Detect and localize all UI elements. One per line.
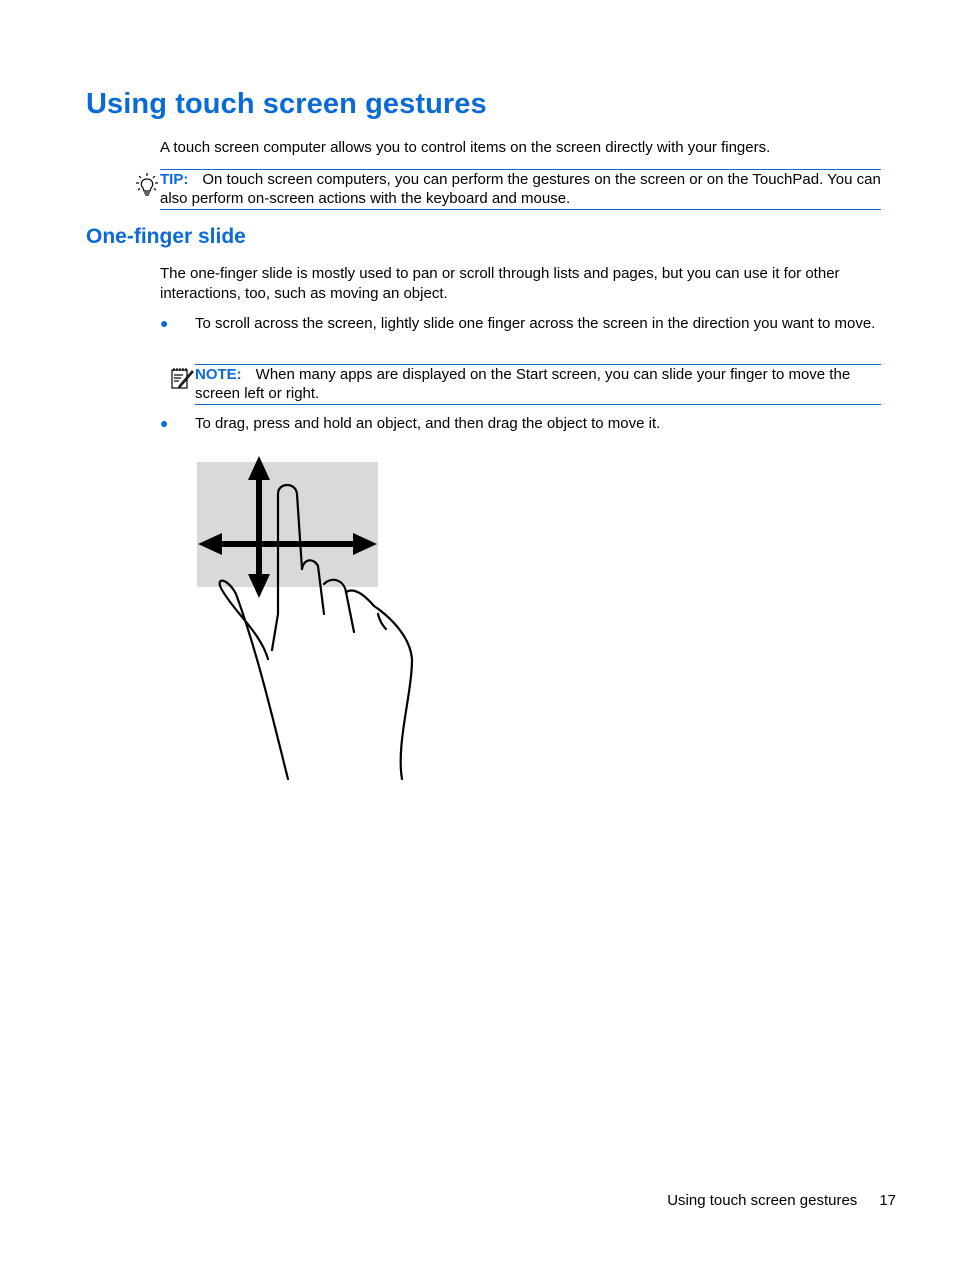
one-finger-slide-illustration	[196, 454, 426, 794]
tip-label: TIP:	[160, 171, 189, 188]
bullet-dot: ●	[160, 315, 169, 331]
note-label: NOTE:	[195, 366, 242, 383]
list-item	[160, 314, 885, 354]
tip-callout	[160, 169, 881, 210]
page-footer	[667, 1192, 896, 1209]
touch-area	[197, 462, 378, 587]
section-body: The one-finger slide is mostly used to pan or scroll through lists and pages, but you can use it for other interactions, too, such as moving an object.	[160, 265, 840, 302]
section-heading: One-finger slide	[86, 225, 246, 248]
page-title: Using touch screen gestures	[86, 88, 487, 120]
intro-paragraph: A touch screen computer allows you to control items on the screen directly with your fingers.	[160, 139, 771, 156]
note-callout	[195, 364, 881, 405]
lightbulb-icon	[136, 172, 158, 203]
bullet-dot: ●	[160, 415, 169, 431]
list-item-text: To drag, press and hold an object, and then drag the object to move it.	[195, 415, 661, 432]
page-number: 17	[879, 1192, 896, 1209]
note-text: When many apps are displayed on the Start screen, you can slide your finger to move the screen left or right.	[195, 366, 851, 402]
footer-title: Using touch screen gestures	[667, 1192, 858, 1209]
notepad-pencil-icon	[170, 367, 194, 396]
tip-text: On touch screen computers, you can perform the gestures on the screen or on the TouchPad. You can also perform on-screen actions with the keyboard and mouse.	[160, 171, 881, 207]
list-item	[160, 414, 885, 434]
list-item-text: To scroll across the screen, lightly slide one finger across the screen in the direction you want to move.	[195, 315, 876, 332]
